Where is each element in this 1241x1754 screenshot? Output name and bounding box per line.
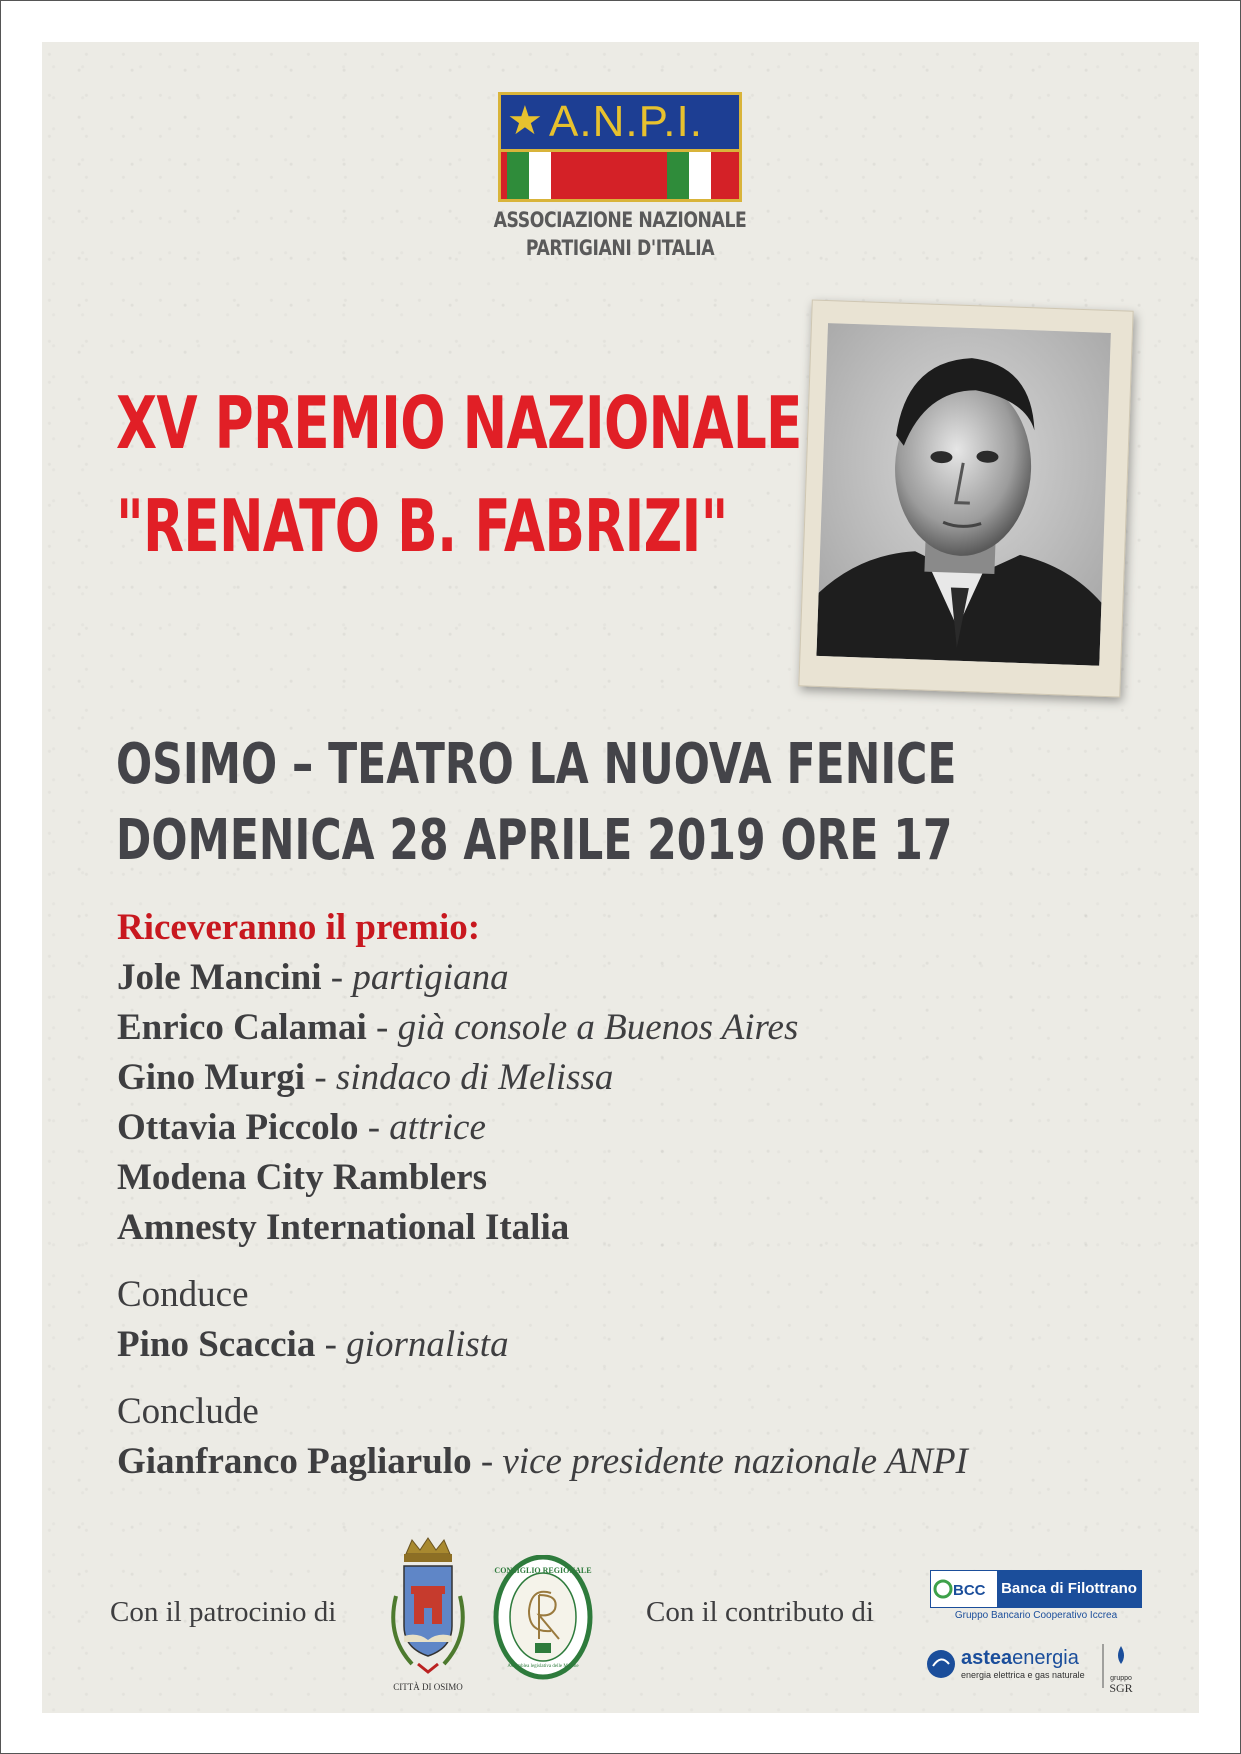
- sgr-group-label: gruppo: [1110, 1675, 1132, 1682]
- recipient-item: [117, 1205, 569, 1251]
- recipient-item: [117, 1105, 486, 1151]
- separator: -: [324, 1324, 337, 1365]
- recipient-role: sindaco di Melissa: [335, 1057, 614, 1098]
- recipient-name: Gino Murgi: [117, 1057, 306, 1098]
- sgr-label: SGR: [1109, 1681, 1133, 1695]
- host-role: giornalista: [346, 1324, 509, 1365]
- separator: -: [330, 957, 344, 998]
- closing-line: [117, 1439, 968, 1485]
- anpi-flags: [501, 152, 739, 199]
- recipient-role: attrice: [389, 1107, 486, 1148]
- consiglio-ring-text: CONSIGLIO REGIONALE: [494, 1566, 592, 1575]
- bcc-group-caption: Gruppo Bancario Cooperativo Iccrea: [954, 1610, 1118, 1621]
- separator: -: [375, 1007, 389, 1048]
- bcc-mark: [931, 1571, 995, 1607]
- venue-line: OSIMO – TEATRO LA NUOVA FENICE: [116, 732, 957, 797]
- flag-green-stripe: [667, 152, 689, 199]
- recipient-name: Enrico Calamai: [117, 1007, 367, 1048]
- anpi-name-line1: ASSOCIAZIONE NAZIONALE: [493, 208, 747, 232]
- recipient-item: [117, 1155, 487, 1201]
- portrait-photo: [816, 323, 1110, 666]
- consiglio-regionale-logo: [493, 1555, 593, 1680]
- separator: -: [314, 1057, 327, 1098]
- flag-red-stripe: [711, 152, 733, 199]
- recipient-role: già console a Buenos Aires: [397, 1007, 799, 1048]
- separator: -: [480, 1441, 494, 1482]
- star-icon: ★: [507, 98, 543, 144]
- anpi-acronym: A.N.P.I.: [549, 97, 703, 146]
- astea-energia-icon: [925, 1640, 1145, 1700]
- consiglio-regionale-icon: [493, 1555, 593, 1680]
- separator: -: [367, 1107, 381, 1148]
- recipients-heading: Riceveranno il premio:: [117, 907, 481, 948]
- astea-energia-logo: [925, 1640, 1145, 1700]
- title-line1: XV PREMIO NAZIONALE: [116, 381, 802, 465]
- recipient-name: Modena City Ramblers: [117, 1157, 487, 1198]
- portrait-photo-icon: [816, 323, 1110, 666]
- consiglio-sub-text: Assemblea legislativa delle Marche: [507, 1664, 579, 1669]
- host-name: Pino Scaccia: [117, 1324, 316, 1365]
- recipient-name: Jole Mancini: [117, 957, 322, 998]
- osimo-crest-icon: [378, 1536, 478, 1696]
- osimo-caption: CITTÀ DI OSIMO: [393, 1682, 463, 1692]
- bcc-mark-text: BCC: [953, 1582, 986, 1599]
- recipient-item: [117, 1005, 798, 1051]
- flag-green-stripe: [507, 152, 529, 199]
- astea-caption: energia elettrica e gas naturale: [961, 1670, 1085, 1680]
- portrait-photo-frame: [798, 299, 1133, 697]
- contribution-label: Con il contributo di: [646, 1596, 874, 1628]
- anpi-logo-banner: [501, 95, 739, 149]
- anpi-name-line2: PARTIGIANI D'ITALIA: [525, 236, 715, 260]
- flag-white-stripe: [529, 152, 551, 199]
- anpi-logo: [498, 92, 742, 202]
- recipient-role: partigiana: [352, 957, 509, 998]
- recipient-name: Amnesty International Italia: [117, 1207, 570, 1248]
- osimo-crest-logo: [378, 1536, 478, 1696]
- host-label: Conduce: [117, 1274, 249, 1315]
- host-line: [117, 1322, 509, 1368]
- astea-brand-main: astea: [961, 1647, 1013, 1669]
- closing-label: Conclude: [117, 1391, 259, 1432]
- bcc-logo: [930, 1570, 1142, 1608]
- title-line2: "RENATO B. FABRIZI": [116, 484, 728, 568]
- recipient-item: [117, 955, 509, 1001]
- bcc-mark-icon: [931, 1571, 995, 1607]
- closing-role: vice presidente nazionale ANPI: [502, 1441, 968, 1482]
- flag-red-stripe: [551, 152, 573, 199]
- astea-brand-suffix: energia: [1012, 1647, 1079, 1669]
- patronage-label: Con il patrocinio di: [110, 1596, 337, 1628]
- date-line: DOMENICA 28 APRILE 2019 ORE 17: [116, 808, 953, 873]
- recipient-name: Ottavia Piccolo: [117, 1107, 359, 1148]
- recipient-item: [117, 1055, 613, 1101]
- bcc-name: Banca di Filottrano: [997, 1571, 1141, 1607]
- flag-white-stripe: [689, 152, 711, 199]
- astea-brand: [961, 1647, 1080, 1669]
- closing-name: Gianfranco Pagliarulo: [117, 1441, 472, 1482]
